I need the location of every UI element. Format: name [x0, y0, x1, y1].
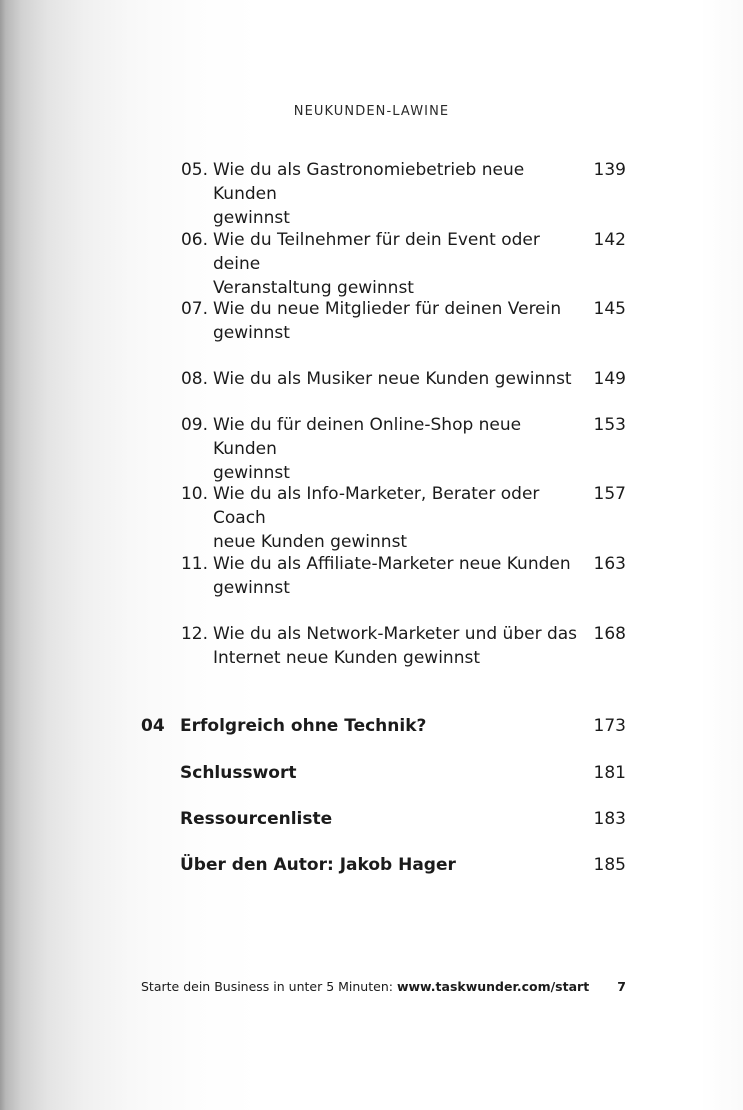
- entry-number: 12.: [180, 624, 208, 644]
- entry-page-number: 153: [593, 415, 626, 435]
- chapter-page-number: 185: [593, 855, 626, 875]
- entry-title-line: Wie du als Info-Marketer, Berater oder Coach: [213, 484, 540, 528]
- entry-number: 08.: [180, 369, 208, 389]
- entry-number: 11.: [180, 554, 208, 574]
- entry-number: 07.: [180, 299, 208, 319]
- entry-page-number: 139: [593, 160, 626, 180]
- entry-number: 06.: [180, 230, 208, 250]
- chapter-title: Schlusswort: [180, 763, 297, 783]
- entry-title-line: Wie du neue Mitglieder für deinen Verein: [213, 299, 562, 319]
- entry-title-line: gewinnst: [213, 463, 290, 483]
- entry-title-line: Internet neue Kunden gewinnst: [213, 648, 481, 668]
- entry-page-number: 145: [593, 299, 626, 319]
- entry-title: [213, 158, 583, 230]
- footer-page-number: 7: [617, 979, 626, 994]
- chapter-title: Über den Autor: Jakob Hager: [180, 855, 456, 875]
- entry-title: [213, 297, 583, 345]
- footer-url: www.taskwunder.com/start: [396, 979, 590, 994]
- entry-title-line: Wie du als Gastronomiebetrieb neue Kunden: [213, 160, 525, 204]
- entry-page-number: 157: [593, 484, 626, 504]
- entry-number: 09.: [180, 415, 208, 435]
- entry-title: [213, 552, 583, 600]
- entry-title-line: gewinnst: [213, 208, 290, 228]
- entry-title-line: Veranstaltung gewinnst: [213, 278, 414, 298]
- chapter-page-number: 173: [593, 716, 626, 736]
- chapter-page-number: 183: [593, 809, 626, 829]
- entry-title: [213, 622, 583, 670]
- entry-title-line: Wie du als Network-Marketer und über das: [213, 624, 578, 644]
- entry-title: [213, 367, 583, 391]
- entry-title-line: neue Kunden gewinnst: [213, 532, 408, 552]
- running-head: NEUKUNDEN-LAWINE: [293, 104, 450, 119]
- footer-promo: Starte dein Business in unter 5 Minuten:: [141, 979, 397, 994]
- entry-title-line: Wie du Teilnehmer für dein Event oder deine: [213, 230, 540, 274]
- chapter-title: Erfolgreich ohne Technik?: [180, 716, 427, 736]
- entry-title-line: gewinnst: [213, 323, 290, 343]
- entry-title-line: Wie du als Affiliate-Marketer neue Kunden: [213, 554, 571, 574]
- entry-title: [213, 482, 583, 554]
- chapter-title: Ressourcenliste: [180, 809, 333, 829]
- entry-title-line: Wie du für deinen Online-Shop neue Kunden: [213, 415, 522, 459]
- entry-page-number: 168: [593, 624, 626, 644]
- entry-title: [213, 413, 583, 485]
- chapter-page-number: 181: [593, 763, 626, 783]
- entry-page-number: 142: [593, 230, 626, 250]
- entry-number: 10.: [180, 484, 208, 504]
- entry-number: 05.: [180, 160, 208, 180]
- footer-text: [141, 978, 589, 996]
- entry-title-line: Wie du als Musiker neue Kunden gewinnst: [213, 369, 572, 389]
- entry-title: [213, 228, 583, 300]
- chapter-number: 04: [141, 716, 165, 736]
- entry-title-line: gewinnst: [213, 578, 290, 598]
- entry-page-number: 149: [593, 369, 626, 389]
- entry-page-number: 163: [593, 554, 626, 574]
